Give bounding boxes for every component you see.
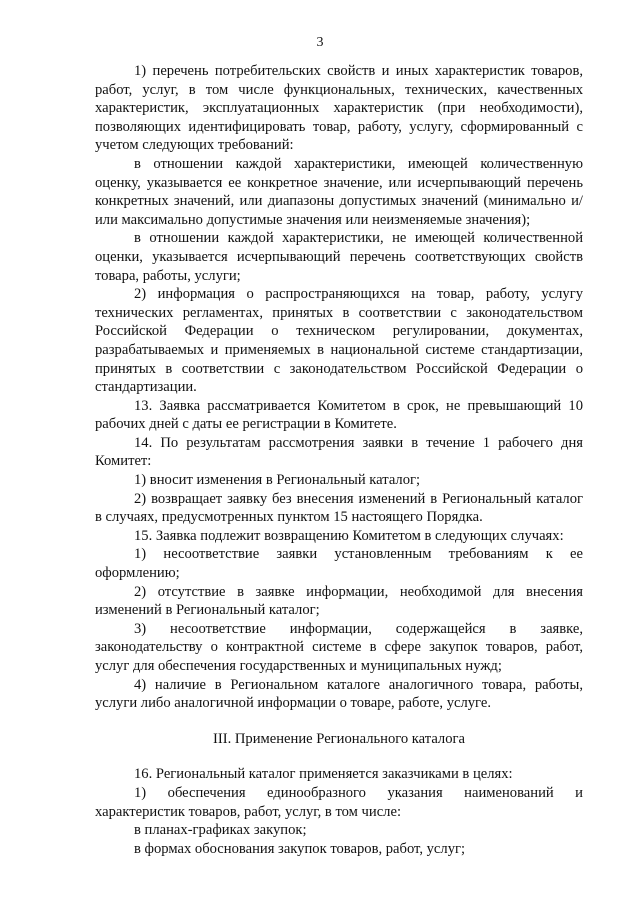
paragraph: 3) несоответствие информации, содержащейся в заявке, законодательству о контрактной системе в сфере закупок товаров, работ, услуг для обеспечения государственных и муниципальных нужд; (95, 620, 583, 674)
paragraph: 1) перечень потребительских свойств и иных характеристик товаров, работ, услуг, в том числе функциональных, технических, качественных характеристик, эксплуатационных характеристик (при необходимости), позволяющих идентифицировать товар, работу, услугу, сформированный с учетом следующих требований: (95, 63, 583, 154)
paragraph: 15. Заявка подлежит возвращению Комитетом в следующих случаях: (134, 527, 564, 544)
paragraph: 1) обеспечения единообразного указания наименований и характеристик товаров, работ, услуг, в том числе: (95, 784, 583, 820)
paragraph: в отношении каждой характеристики, не имеющей количественной оценки, указывается исчерпывающий перечень соответствующих свойств товара, работы, услуги; (95, 230, 583, 284)
document-body (95, 62, 583, 858)
paragraph: 2) отсутствие в заявке информации, необходимой для внесения изменений в Региональный каталог; (95, 583, 583, 619)
paragraph: 16. Региональный каталог применяется заказчиками в целях: (134, 766, 513, 783)
paragraph: в отношении каждой характеристики, имеющей количественную оценку, указывается ее конкретное значение, или исчерпывающий перечень конкретных значений, или диапазоны допустимых значений (минимально и/или максимально допустимые значения или неизменяемые значения); (95, 155, 583, 228)
paragraph: 1) несоответствие заявки установленным требованиям к ее оформлению; (95, 546, 583, 582)
paragraph: 4) наличие в Региональном каталоге аналогичного товара, работы, услуги либо аналогичной информации о товаре, работе, услуге. (95, 676, 583, 712)
paragraph: в планах-графиках закупок; (134, 822, 307, 839)
page-number: 3 (316, 35, 324, 50)
paragraph: 1) вносит изменения в Региональный каталог; (134, 472, 421, 489)
paragraph: 13. Заявка рассматривается Комитетом в срок, не превышающий 10 рабочих дней с даты ее регистрации в Комитете. (95, 397, 583, 433)
paragraph: 14. По результатам рассмотрения заявки в течение 1 рабочего дня Комитет: (95, 434, 583, 470)
paragraph: 2) возвращает заявку без внесения изменений в Региональный каталог в случаях, предусмотренных пунктом 15 настоящего Порядка. (95, 490, 583, 526)
paragraph: 2) информация о распространяющихся на товар, работу, услугу технических регламентах, принятых в соответствии с законодательством Российской Федерации о техническом регулировании, документах, разрабатываемых и применяемых в национальной системе стандартизации, принятых в соответствии с законодательством Российской Федерации о стандартизации. (95, 286, 583, 396)
paragraph: в формах обоснования закупок товаров, работ, услуг; (134, 840, 466, 857)
section-heading: III. Применение Регионального каталога (213, 730, 465, 747)
